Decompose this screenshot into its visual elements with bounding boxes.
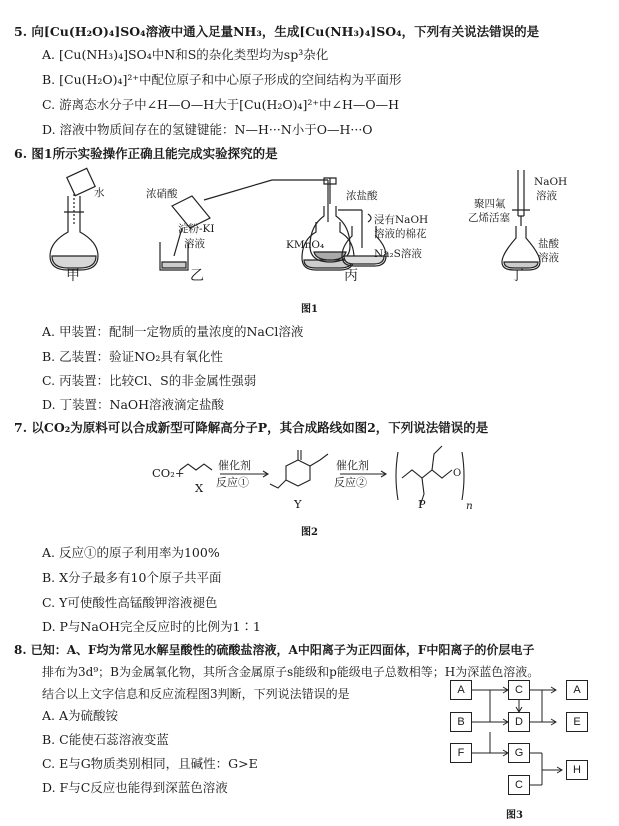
label-naoh-cotton-2: 溶液的棉花 [374, 228, 427, 240]
q8-option-d: D. F与C反应也能得到深蓝色溶液 [42, 780, 228, 795]
apparatus-label-yi: 乙 [190, 268, 204, 284]
label-conc-hcl: 浓盐酸 [346, 190, 378, 202]
flow-node-g: G [508, 743, 530, 763]
label-conc-nitric: 浓硝酸 [146, 188, 178, 200]
label-starch-ki: 淀粉-KI [178, 223, 215, 235]
scheme-n: n [466, 500, 473, 512]
label-ptfe-2: 乙烯活塞 [468, 212, 510, 224]
scheme-catalyst-2: 催化剂 [336, 459, 369, 472]
q7-stem: 7. 以CO₂为原料可以合成新型可降解高分子P，其合成路线如图2，下列说法错误的是 [14, 420, 489, 435]
q6-option-a: A. 甲装置：配制一定物质的量浓度的NaCl溶液 [42, 324, 304, 339]
q7-option-b: B. X分子最多有10个原子共平面 [42, 570, 222, 585]
q6-option-b: B. 乙装置：验证NO₂具有氧化性 [42, 349, 223, 364]
scheme-x: X [195, 481, 204, 495]
apparatus-label-bing: 丙 [344, 268, 358, 284]
q5-option-c: C. 游离态水分子中∠H—O—H大于[Cu(H₂O)₄]²⁺中∠H—O—H [42, 97, 400, 112]
q8-stem-line-1: 8. 已知：A、F均为常见水解呈酸性的硫酸盐溶液，A中阳离子为正四面体，F中阳离子的价层电子 [14, 643, 535, 657]
label-ptfe-1: 聚四氟 [474, 198, 506, 210]
flow-node-c: C [508, 680, 530, 700]
figure-2-caption: 图2 [301, 527, 318, 538]
figure-3-caption: 图3 [506, 810, 523, 821]
label-naoh-1: NaOH [534, 176, 568, 188]
q5-option-d: D. 溶液中物质间存在的氢键键能：N—H···N小于O—H···O [42, 122, 373, 137]
q8-option-c: C. E与G物质类别相同，且碱性：G>E [42, 756, 258, 771]
q6-option-d: D. 丁装置：NaOH溶液滴定盐酸 [42, 397, 225, 412]
label-naoh-cotton-1: 浸有NaOH [374, 214, 429, 226]
scheme-p: P [418, 497, 426, 511]
scheme-reaction-2: 反应② [334, 476, 367, 489]
flow-node-a-2: A [566, 680, 588, 700]
label-solution: 溶液 [184, 238, 205, 250]
flow-node-a: A [450, 680, 472, 700]
apparatus-label-jia: 甲 [66, 268, 80, 284]
q6-option-c: C. 丙装置：比较Cl、S的非金属性强弱 [42, 373, 257, 388]
q5-stem: 5. 向[Cu(H₂O)₄]SO₄溶液中通入足量NH₃，生成[Cu(NH₃)₄]SO₄，下列有关说法错误的是 [14, 24, 540, 39]
q8-stem-line-2: 排布为3d⁹；B为金属氧化物，其所含金属原子s能级和p能级电子总数相等；H为深蓝色溶液。 [42, 665, 540, 679]
label-hcl-2: 溶液 [538, 252, 559, 264]
label-water: 水 [94, 187, 105, 199]
flow-node-c-2: C [508, 775, 530, 795]
q6-stem: 6. 图1所示实验操作正确且能完成实验探究的是 [14, 146, 278, 161]
svg-text:O: O [453, 468, 462, 479]
q8-option-a: A. A为硫酸铵 [42, 708, 119, 723]
flow-node-b: B [450, 712, 472, 732]
flow-node-f: F [450, 743, 472, 763]
label-kmno4: KMnO₄ [286, 239, 325, 251]
flow-node-d: D [508, 712, 530, 732]
q7-option-a: A. 反应①的原子利用率为100% [42, 545, 220, 560]
q5-option-a: A. [Cu(NH₃)₄]SO₄中N和S的杂化类型均为sp³杂化 [42, 47, 329, 62]
q8-stem-line-3: 结合以上文字信息和反应流程图3判断，下列说法错误的是 [42, 687, 350, 701]
q5-option-b: B. [Cu(H₂O)₄]²⁺中配位原子和中心原子形成的空间结构为平面形 [42, 72, 402, 87]
label-naoh-2: 溶液 [536, 190, 557, 202]
label-hcl-1: 盐酸 [538, 238, 559, 250]
scheme-y: Y [294, 497, 302, 511]
label-na2s: Na₂S溶液 [374, 248, 422, 260]
flow-node-e: E [566, 712, 588, 732]
scheme-catalyst-1: 催化剂 [218, 459, 251, 472]
q7-option-c: C. Y可使酸性高锰酸钾溶液褪色 [42, 595, 218, 610]
figure-1-caption: 图1 [301, 304, 318, 315]
scheme-co2: CO₂+ [152, 466, 185, 480]
flow-node-h: H [566, 760, 588, 780]
apparatus-jia-drawing [50, 168, 98, 270]
apparatus-label-ding: 丁 [510, 268, 524, 284]
q8-option-b: B. C能使石蕊溶液变蓝 [42, 732, 169, 747]
q7-option-d: D. P与NaOH完全反应时的比例为1∶1 [42, 619, 261, 634]
scheme-reaction-1: 反应① [216, 476, 249, 489]
